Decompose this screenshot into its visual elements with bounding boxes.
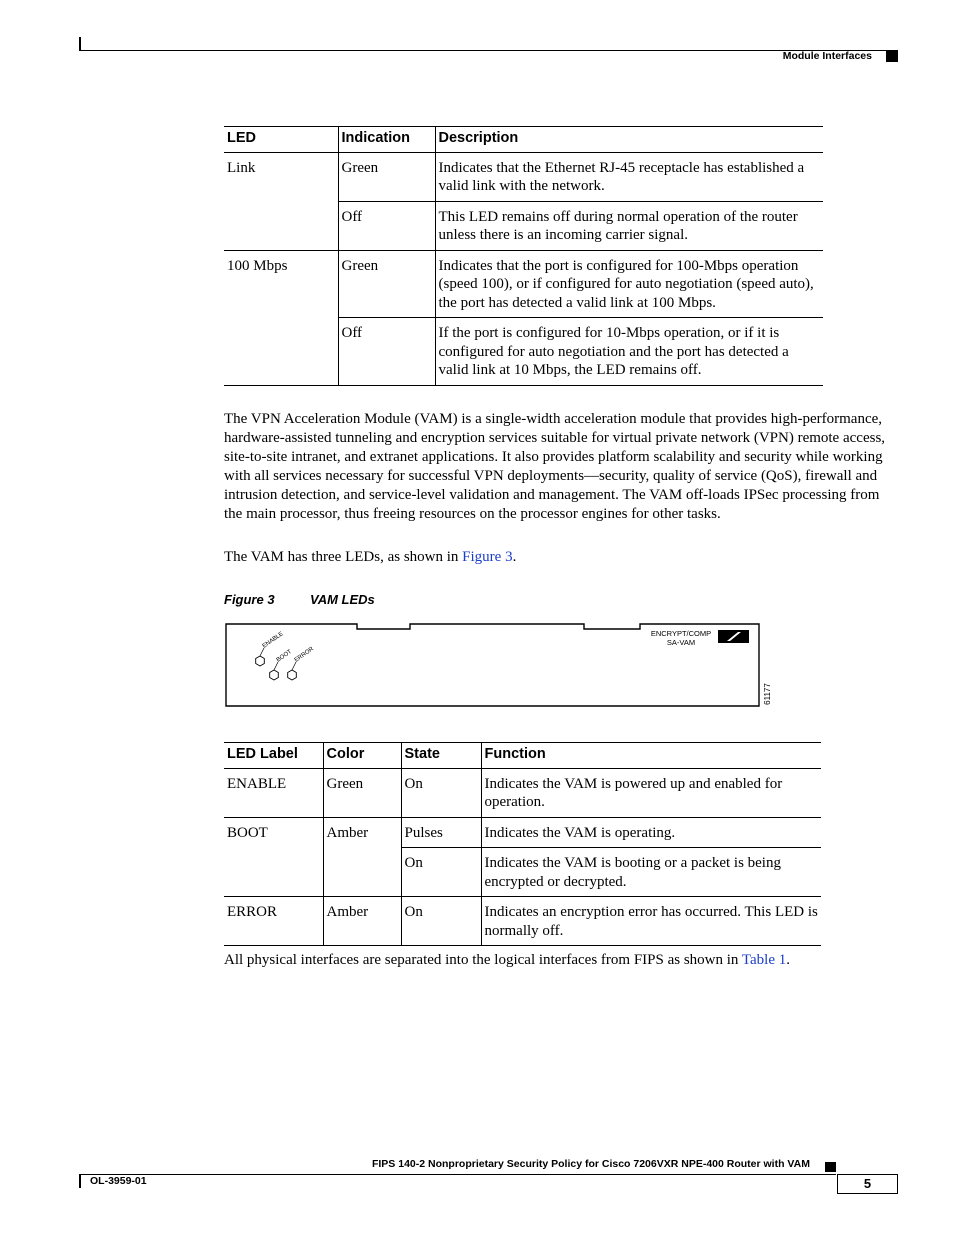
description-cell: If the port is configured for 10-Mbps operation, or if it is configured for auto negotiation and the port has detected a valid link at 10 Mbps, the LED remains off. — [435, 318, 823, 386]
header-corner-mark — [79, 37, 81, 51]
header-block-mark — [886, 50, 898, 62]
table-header-row — [224, 743, 821, 769]
table-header-row — [224, 127, 823, 153]
boot-led-label: BOOT — [275, 648, 294, 664]
enable-led-label: ENABLE — [261, 631, 285, 650]
header-section-title: Module Interfaces — [782, 50, 872, 62]
error-led-icon — [288, 670, 297, 680]
product-label-line2: SA-VAM — [666, 638, 696, 647]
indication-cell: Green — [338, 250, 435, 318]
led-name-cell: 100 Mbps — [224, 250, 338, 385]
column-header: State — [401, 743, 481, 769]
figure-3-link[interactable]: Figure 3 — [462, 549, 513, 565]
table-row — [224, 817, 821, 848]
art-id-label: 61177 — [763, 683, 772, 705]
column-header: LED — [224, 127, 338, 153]
vam-faceplate-figure — [224, 622, 772, 710]
figure-number: Figure 3 — [224, 592, 275, 607]
description-cell: Indicates that the Ethernet RJ-45 receptacle has established a valid link with the network. — [435, 152, 823, 201]
column-header: Description — [435, 127, 823, 153]
header-rule — [79, 50, 898, 51]
state-cell: Pulses — [401, 817, 481, 848]
led-label-cell: BOOT — [224, 817, 323, 897]
cisco-slash-logo-icon — [718, 630, 749, 643]
table-row — [224, 768, 821, 817]
ethernet-led-table — [224, 126, 823, 386]
indication-cell: Off — [338, 318, 435, 386]
footer-rule — [79, 1174, 836, 1175]
function-cell: Indicates the VAM is booting or a packet is being encrypted or decrypted. — [481, 848, 821, 897]
paragraph-text: All physical interfaces are separated into the logical interfaces from FIPS as shown in — [224, 952, 742, 968]
table-row — [224, 152, 823, 201]
footer-block-mark — [825, 1162, 836, 1172]
indication-cell: Green — [338, 152, 435, 201]
column-header: Function — [481, 743, 821, 769]
column-header: Indication — [338, 127, 435, 153]
function-cell: Indicates the VAM is powered up and enabled for operation. — [481, 768, 821, 817]
led-label-cell: ENABLE — [224, 768, 323, 817]
leader-line — [260, 648, 264, 656]
footer-corner-mark — [79, 1174, 81, 1188]
vam-led-table — [224, 742, 821, 946]
column-header: LED Label — [224, 743, 323, 769]
paragraph-text: . — [786, 952, 791, 968]
state-cell: On — [401, 897, 481, 946]
state-cell: On — [401, 848, 481, 897]
color-cell: Amber — [323, 817, 401, 897]
figure-caption — [224, 592, 375, 607]
paragraph-text: The VAM has three LEDs, as shown in — [224, 549, 463, 565]
vam-description-paragraph: The VPN Acceleration Module (VAM) is a single-width acceleration module that provides high-performance, hardware-assisted tunneling and encryption services suitable for virtual private network (VPN) remote access, site-to-site intranet, and extranet applications. It also provides platform scalability and security while working with all services necessary for successful VPN deployments—security, quality of service (QoS), firewall and intrusion detection, and service-level validation and management. The VAM off-loads IPSec processing from the main processor, thus freeing resources on the processor engines for other tasks. — [224, 411, 886, 522]
description-cell: This LED remains off during normal operation of the router unless there is an incoming carrier signal. — [435, 201, 823, 250]
leader-line — [292, 662, 296, 670]
page-number: 5 — [837, 1174, 898, 1194]
table-1-link[interactable]: Table 1 — [741, 952, 787, 968]
product-label-line1: ENCRYPT/COMP — [650, 629, 712, 638]
table-row — [224, 250, 823, 318]
logical-interfaces-paragraph — [224, 951, 900, 970]
footer-document-title: FIPS 140-2 Nonproprietary Security Policy for Cisco 7206VXR NPE-400 Router with VAM — [371, 1158, 810, 1170]
indication-cell: Off — [338, 201, 435, 250]
leader-line — [274, 662, 278, 670]
led-label-cell: ERROR — [224, 897, 323, 946]
enable-led-icon — [256, 656, 265, 666]
color-cell: Green — [323, 768, 401, 817]
description-cell: Indicates that the port is configured for 100-Mbps operation (speed 100), or if configured for auto negotiation (speed auto), the port has detected a valid link at 100 Mbps. — [435, 250, 823, 318]
function-cell: Indicates the VAM is operating. — [481, 817, 821, 848]
table-row — [224, 897, 821, 946]
figure-title: VAM LEDs — [310, 592, 375, 607]
figure-reference-paragraph — [224, 548, 900, 567]
error-led-label: ERROR — [293, 646, 315, 664]
column-header: Color — [323, 743, 401, 769]
function-cell: Indicates an encryption error has occurred. This LED is normally off. — [481, 897, 821, 946]
state-cell: On — [401, 768, 481, 817]
led-name-cell: Link — [224, 152, 338, 250]
footer-document-id: OL-3959-01 — [90, 1175, 147, 1187]
paragraph-text: . — [512, 549, 517, 565]
color-cell: Amber — [323, 897, 401, 946]
boot-led-icon — [270, 670, 279, 680]
